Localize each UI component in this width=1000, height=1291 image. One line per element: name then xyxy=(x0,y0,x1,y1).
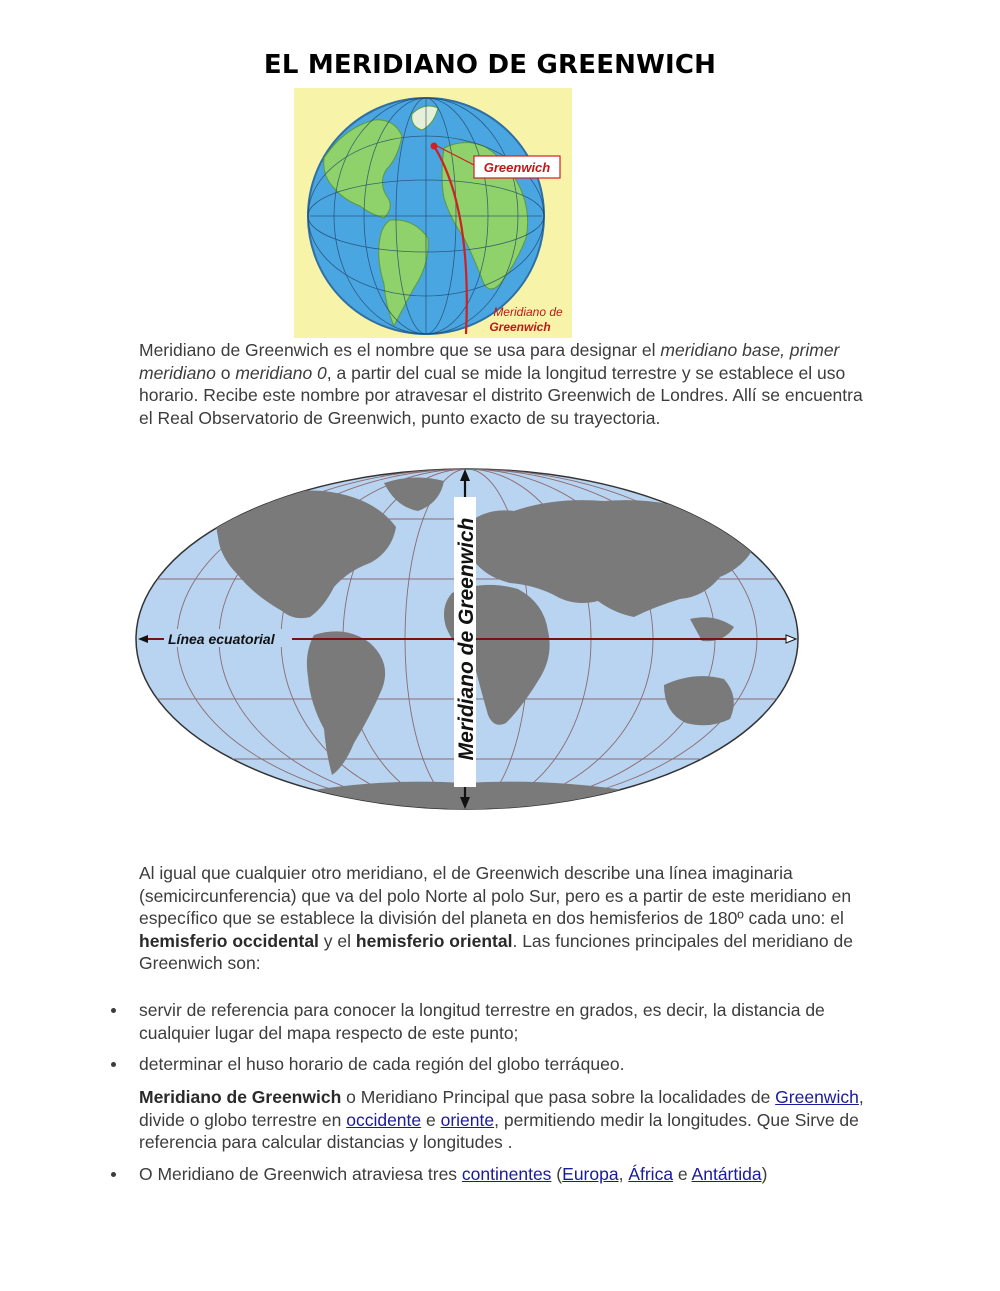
world-map-image xyxy=(134,467,800,811)
bullet-text: servir de referencia para conocer la longitud terrestre en grados, es decir, la distancia de cualquier lugar del mapa respecto de este punto; xyxy=(139,1000,825,1043)
p3-bold-1: Meridiano de Greenwich xyxy=(139,1087,342,1107)
p2-text-3: . Las funciones principales del meridiano de Greenwich son: xyxy=(139,930,853,973)
list-item xyxy=(139,1053,859,1076)
p1-italic-1: meridiano base, primer meridiano xyxy=(139,340,840,383)
p3-text-4: , permitiendo medir la longitudes. Que Sirve de referencia para calcular distancias y longitudes . xyxy=(139,1109,859,1152)
b3-text-2: ( xyxy=(551,1164,563,1184)
meridian-vertical-label: Meridiano de Greenwich xyxy=(455,517,478,761)
p2-bold-1: hemisferio occidental xyxy=(139,930,319,951)
p2-bold-2: hemisferio oriental xyxy=(355,930,513,951)
europa-link[interactable]: Europa xyxy=(562,1164,619,1184)
list-item xyxy=(139,999,859,1044)
bullet-dot xyxy=(111,1172,116,1177)
greenwich-link[interactable]: Greenwich xyxy=(775,1087,859,1107)
meridian-label-line1: Meridiano de xyxy=(493,305,563,319)
greenwich-point xyxy=(431,143,438,150)
b3-text-3: , xyxy=(618,1164,629,1184)
oriente-link[interactable]: oriente xyxy=(440,1109,495,1130)
bullet-dot xyxy=(111,1062,116,1067)
page-title: EL MERIDIANO DE GREENWICH xyxy=(263,50,717,80)
africa-link[interactable]: África xyxy=(628,1164,674,1184)
b3-text-5: ) xyxy=(761,1164,768,1184)
p3-text-2: , divide o globo terrestre en xyxy=(139,1087,864,1130)
bullet-dot xyxy=(111,1008,116,1013)
continentes-link[interactable]: continentes xyxy=(461,1164,552,1184)
globe-image xyxy=(294,88,572,338)
p1-text-3: , a partir del cual se mide la longitud terrestre y se establece el uso horario. Recibe este nombre por atravesar el distrito Greenwich de Londres. Allí se encuentra el Real Observatorio de Greenwich, punto exacto de su trayectoria. xyxy=(139,362,863,428)
b3-text-4: e xyxy=(673,1164,692,1184)
occidente-link[interactable]: occidente xyxy=(346,1109,422,1130)
antartida-link[interactable]: Antártida xyxy=(691,1164,762,1184)
p1-text-2: o xyxy=(215,362,236,383)
intro-paragraph xyxy=(139,339,864,429)
greenwich-label: Greenwich xyxy=(483,160,551,175)
hemispheres-paragraph xyxy=(139,862,864,975)
list-item xyxy=(139,1163,859,1186)
meridian-label-line2: Greenwich xyxy=(489,320,551,334)
b3-text-1: O Meridiano de Greenwich atraviesa tres xyxy=(139,1164,462,1184)
equator-label: Línea ecuatorial xyxy=(168,631,275,647)
principal-meridian-paragraph xyxy=(139,1086,864,1154)
p3-text-3: e xyxy=(421,1109,441,1130)
bullet-text: determinar el huso horario de cada región del globo terráqueo. xyxy=(139,1054,625,1074)
p2-text-2: y el xyxy=(318,930,356,951)
p3-text-1: o Meridiano Principal que pasa sobre la localidades de xyxy=(341,1087,776,1107)
p1-italic-2: meridiano 0 xyxy=(235,362,327,383)
p2-text-1: Al igual que cualquier otro meridiano, el de Greenwich describe una línea imaginaria (semicircunferencia) que va del polo Norte al polo Sur, pero es a partir de este meridiano en específico que se establece la división del planeta en dos hemisferios de 180º cada uno: el xyxy=(139,863,852,928)
p1-text-1: Meridiano de Greenwich es el nombre que se usa para designar el xyxy=(139,340,661,360)
